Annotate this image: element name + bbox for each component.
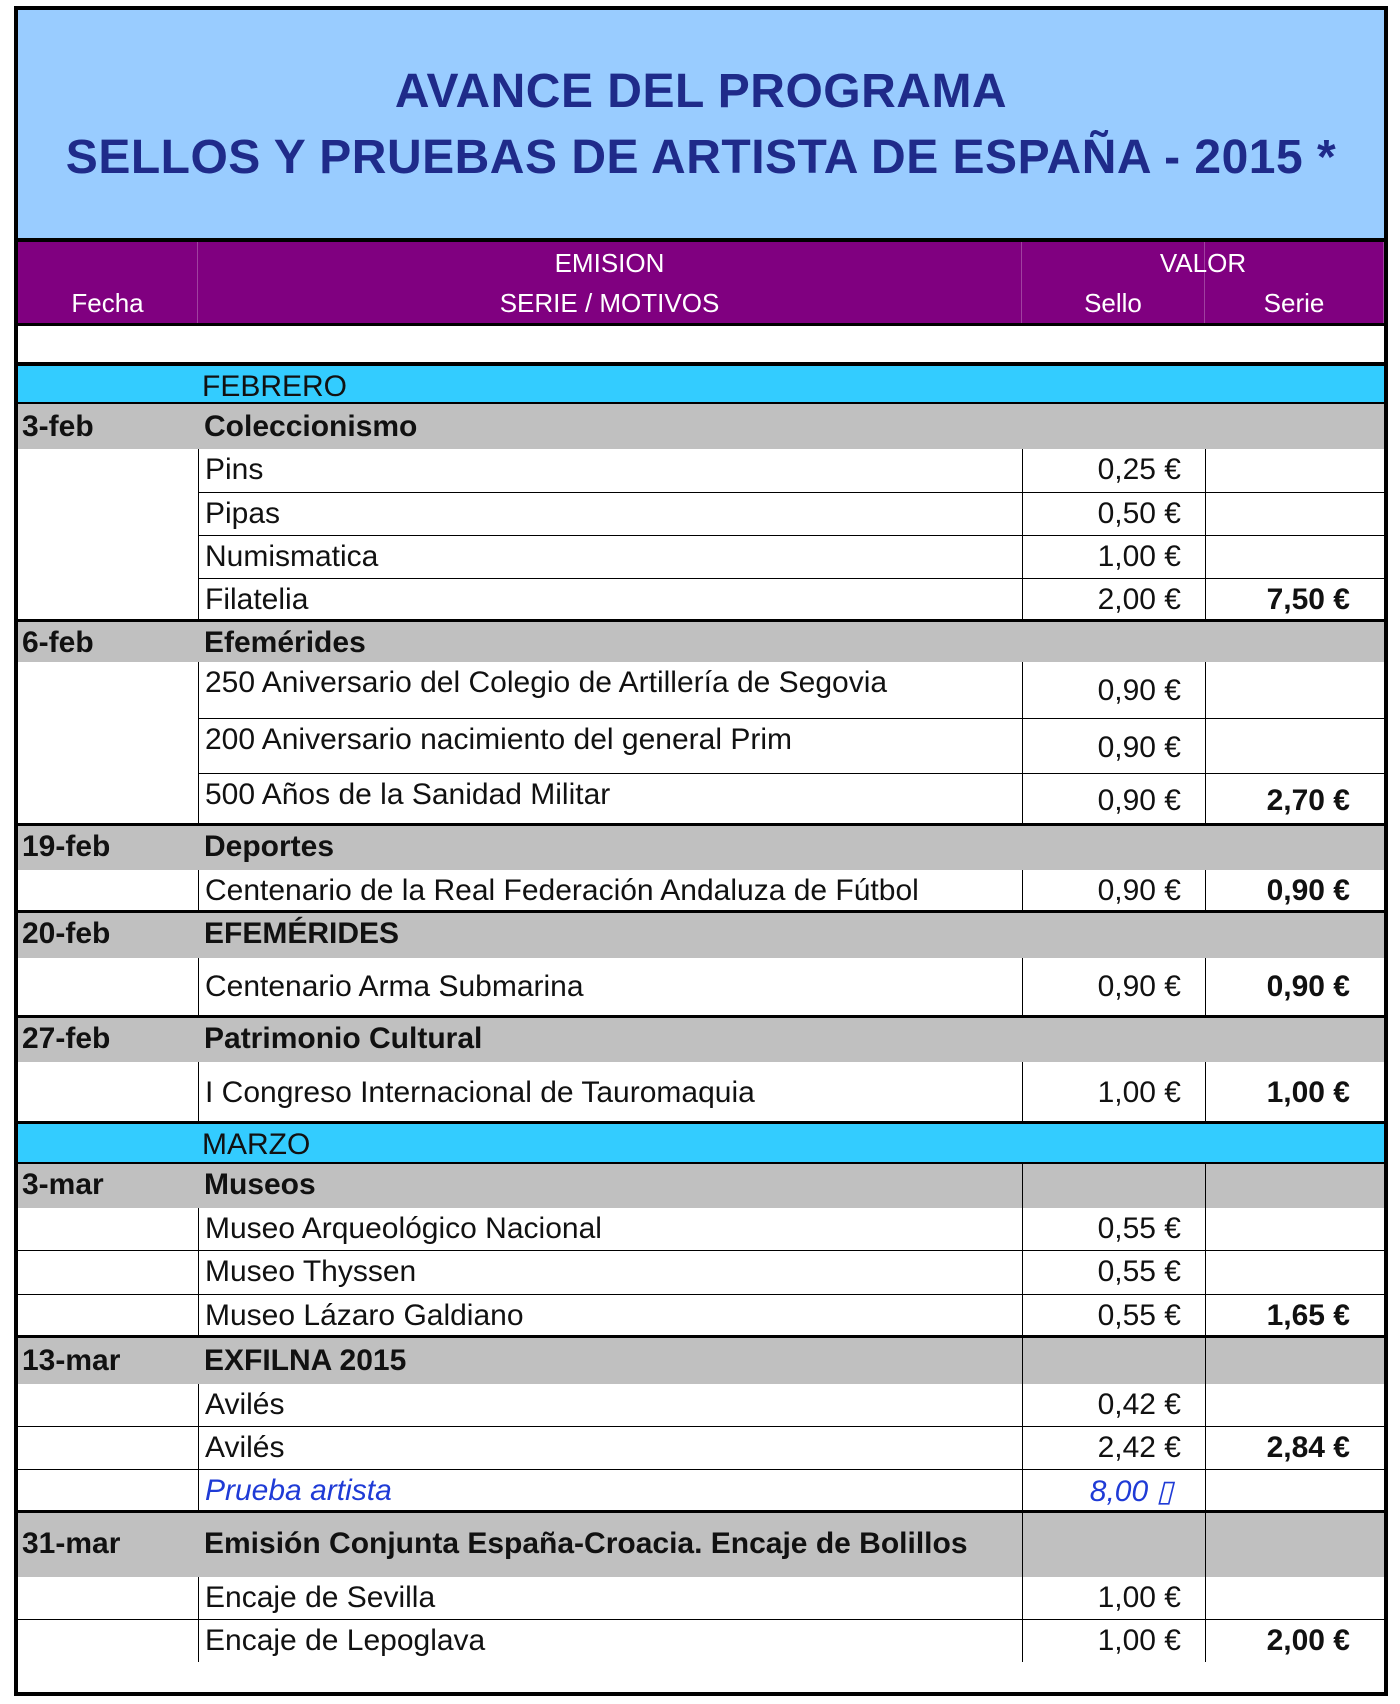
serie-value: 2,84 € <box>1266 1431 1350 1464</box>
fecha-cell <box>18 449 198 493</box>
month-row-marzo <box>18 1124 1384 1164</box>
fecha-cell <box>18 1427 198 1470</box>
motivo-cell <box>198 719 1022 774</box>
serie-cell <box>1205 958 1384 1018</box>
group-name: Deportes <box>204 830 335 863</box>
group-date: 20-feb <box>22 917 111 950</box>
serie-value: 1,00 € <box>1266 1076 1350 1109</box>
table-row <box>18 662 1384 719</box>
motivo-text: Museo Lázaro Galdiano <box>205 1299 524 1332</box>
motivo-cell <box>198 870 1022 913</box>
sello-value: 1,00 € <box>1097 1076 1181 1109</box>
serie-cell <box>1205 1338 1384 1384</box>
header-emision-cell <box>198 242 1022 323</box>
month-label: FEBRERO <box>202 370 348 403</box>
motivo-cell <box>198 1427 1022 1470</box>
serie-cell <box>1205 449 1384 493</box>
fecha-cell <box>18 1295 198 1338</box>
table-row <box>18 1427 1384 1470</box>
serie-cell <box>1205 1427 1384 1470</box>
group-row <box>18 1018 1384 1062</box>
table-row <box>18 1384 1384 1427</box>
group-date: 27-feb <box>22 1022 111 1055</box>
fecha-cell <box>18 536 198 579</box>
sello-value: 0,55 € <box>1097 1299 1181 1332</box>
sello-value: 2,42 € <box>1097 1431 1181 1464</box>
sello-value: 0,42 € <box>1097 1388 1181 1421</box>
serie-cell <box>1205 1062 1384 1124</box>
motivo-cell <box>198 579 1022 622</box>
sello-cell <box>1022 536 1205 579</box>
fecha-cell <box>18 719 198 774</box>
sello-cell <box>1022 1164 1205 1208</box>
group-date: 13-mar <box>22 1344 121 1377</box>
motivo-text: Filatelia <box>205 583 309 616</box>
table-row <box>18 1470 1384 1513</box>
sello-value: 0,55 € <box>1097 1212 1181 1245</box>
blank-row <box>18 326 1384 366</box>
group-name: EFEMÉRIDES <box>204 917 400 950</box>
motivo-cell <box>198 1620 1022 1662</box>
motivo-text: Avilés <box>205 1388 285 1421</box>
sello-cell <box>1022 1384 1205 1427</box>
sello-cell <box>1022 1620 1205 1662</box>
fecha-cell <box>18 1251 198 1295</box>
group-row <box>18 622 1384 662</box>
serie-cell <box>1205 1295 1384 1338</box>
motivo-cell <box>198 536 1022 579</box>
sello-value: 0,90 € <box>1097 784 1181 817</box>
table-row <box>18 774 1384 826</box>
serie-value: 1,65 € <box>1266 1299 1350 1332</box>
serie-cell <box>1205 579 1384 622</box>
fecha-cell <box>18 1208 198 1251</box>
fecha-cell <box>18 774 198 826</box>
table-row <box>18 870 1384 913</box>
table-row <box>18 719 1384 774</box>
serie-cell <box>1205 662 1384 719</box>
serie-value: 7,50 € <box>1266 583 1350 616</box>
motivo-text: Encaje de Lepoglava <box>205 1624 486 1657</box>
motivo-text: Prueba artista <box>205 1474 392 1507</box>
table-row <box>18 493 1384 536</box>
motivo-cell <box>198 1251 1022 1295</box>
sello-value: 0,90 € <box>1097 674 1181 707</box>
sello-cell <box>1022 449 1205 493</box>
fecha-cell <box>18 1384 198 1427</box>
sello-cell <box>1022 662 1205 719</box>
motivo-text: Museo Arqueológico Nacional <box>205 1212 602 1245</box>
serie-cell <box>1205 1208 1384 1251</box>
motivo-cell <box>198 958 1022 1018</box>
sello-cell <box>1022 1577 1205 1620</box>
program-sheet <box>14 6 1388 1696</box>
motivo-text: Numismatica <box>205 540 379 573</box>
group-name: Patrimonio Cultural <box>204 1022 483 1055</box>
group-date: 31-mar <box>22 1527 121 1560</box>
motivo-cell <box>198 493 1022 536</box>
sello-cell <box>1022 1251 1205 1295</box>
sello-value: 0,25 € <box>1097 453 1181 486</box>
serie-cell <box>1205 1577 1384 1620</box>
fecha-cell <box>18 1470 198 1513</box>
group-date: 3-mar <box>22 1168 104 1201</box>
group-name: EXFILNA 2015 <box>204 1344 407 1377</box>
sello-cell <box>1022 774 1205 826</box>
serie-cell <box>1205 870 1384 913</box>
sello-value: 8,00 ▯ <box>1089 1475 1173 1508</box>
sello-value: 0,90 € <box>1097 874 1181 907</box>
sello-value: 0,55 € <box>1097 1255 1181 1288</box>
sello-cell <box>1022 1208 1205 1251</box>
serie-value: 2,00 € <box>1266 1624 1350 1657</box>
header-fecha-cell <box>18 242 198 323</box>
sello-value: 0,50 € <box>1097 497 1181 530</box>
motivo-cell <box>198 1470 1022 1513</box>
group-name: Emisión Conjunta España-Croacia. Encaje de Bolillos <box>204 1527 968 1560</box>
title-line-2: SELLOS Y PRUEBAS DE ARTISTA DE ESPAÑA - 2015 * <box>65 131 1337 184</box>
motivo-cell <box>198 1295 1022 1338</box>
motivo-cell <box>198 662 1022 719</box>
sello-cell <box>1022 1427 1205 1470</box>
header-serie: Serie <box>1263 288 1325 318</box>
title-line-1: AVANCE DEL PROGRAMA <box>394 65 1008 118</box>
fecha-cell <box>18 1577 198 1620</box>
sello-cell <box>1022 1470 1205 1513</box>
serie-cell <box>1205 536 1384 579</box>
group-date: 19-feb <box>22 830 111 863</box>
group-row <box>18 404 1384 449</box>
sello-cell <box>1022 870 1205 913</box>
table-row <box>18 1620 1384 1662</box>
sello-value: 1,00 € <box>1097 1581 1181 1614</box>
fecha-cell <box>18 870 198 913</box>
group-date: 3-feb <box>22 410 94 443</box>
group-row <box>18 1513 1384 1577</box>
table-row <box>18 449 1384 493</box>
sello-cell <box>1022 1062 1205 1124</box>
serie-cell <box>1205 1251 1384 1295</box>
serie-cell <box>1205 493 1384 536</box>
sello-cell <box>1022 958 1205 1018</box>
serie-cell <box>1205 1164 1384 1208</box>
sello-value: 1,00 € <box>1097 540 1181 573</box>
motivo-cell <box>198 774 1022 826</box>
group-row <box>18 1164 1384 1208</box>
sello-cell <box>1022 493 1205 536</box>
motivo-text: Avilés <box>205 1431 285 1464</box>
serie-value: 0,90 € <box>1266 874 1350 907</box>
table-row <box>18 1251 1384 1295</box>
month-label: MARZO <box>202 1128 311 1161</box>
motivo-text: Pins <box>205 453 264 486</box>
serie-cell <box>1205 1384 1384 1427</box>
header-emision: EMISION <box>554 248 665 278</box>
motivo-text: I Congreso Internacional de Tauromaquia <box>205 1076 755 1109</box>
serie-cell <box>1205 774 1384 826</box>
table-row <box>18 579 1384 622</box>
group-date: 6-feb <box>22 626 94 659</box>
group-row <box>18 913 1384 958</box>
motivo-cell <box>198 1208 1022 1251</box>
month-row-febrero <box>18 366 1384 404</box>
sello-value: 2,00 € <box>1097 583 1181 616</box>
title-banner <box>18 10 1384 242</box>
motivo-text: Museo Thyssen <box>205 1255 417 1288</box>
fecha-cell <box>18 958 198 1018</box>
group-row <box>18 1338 1384 1384</box>
serie-value: 2,70 € <box>1266 784 1350 817</box>
motivo-cell <box>198 1577 1022 1620</box>
fecha-cell <box>18 1062 198 1124</box>
motivo-cell <box>198 449 1022 493</box>
sello-cell <box>1022 1338 1205 1384</box>
serie-value: 0,90 € <box>1266 970 1350 1003</box>
group-row <box>18 826 1384 870</box>
motivo-text: 200 Aniversario nacimiento del general Prim <box>205 723 792 756</box>
group-name: Coleccionismo <box>204 410 418 443</box>
table-row <box>18 1577 1384 1620</box>
motivo-cell <box>198 1384 1022 1427</box>
fecha-cell <box>18 662 198 719</box>
header-serie-motivos: SERIE / MOTIVOS <box>499 288 720 318</box>
fecha-cell <box>18 1620 198 1662</box>
table-row <box>18 1295 1384 1338</box>
header-fecha: Fecha <box>71 288 144 318</box>
sello-cell <box>1022 579 1205 622</box>
motivo-text: 500 Años de la Sanidad Militar <box>205 778 611 811</box>
motivo-text: Encaje de Sevilla <box>205 1581 436 1614</box>
sello-value: 1,00 € <box>1097 1624 1181 1657</box>
serie-cell <box>1205 719 1384 774</box>
header-sello: Sello <box>1084 288 1142 318</box>
sello-value: 0,90 € <box>1097 731 1181 764</box>
motivo-text: Centenario Arma Submarina <box>205 970 584 1003</box>
sello-cell <box>1022 1295 1205 1338</box>
sello-cell <box>1022 1513 1205 1577</box>
group-name: Efemérides <box>204 626 366 659</box>
sello-value: 0,90 € <box>1097 970 1181 1003</box>
table-row <box>18 536 1384 579</box>
table-header <box>18 242 1384 326</box>
serie-cell <box>1205 1513 1384 1577</box>
group-name: Museos <box>204 1168 316 1201</box>
header-valor: VALOR <box>1159 248 1247 278</box>
fecha-cell <box>18 493 198 536</box>
motivo-text: 250 Aniversario del Colegio de Artillería de Segovia <box>205 666 888 699</box>
table-row <box>18 958 1384 1018</box>
fecha-cell <box>18 579 198 622</box>
motivo-text: Pipas <box>205 497 281 530</box>
serie-cell <box>1205 1470 1384 1513</box>
motivo-cell <box>198 1062 1022 1124</box>
table-row <box>18 1062 1384 1124</box>
table-row <box>18 1208 1384 1251</box>
motivo-text: Centenario de la Real Federación Andaluza de Fútbol <box>205 874 919 907</box>
serie-cell <box>1205 1620 1384 1662</box>
sello-cell <box>1022 719 1205 774</box>
